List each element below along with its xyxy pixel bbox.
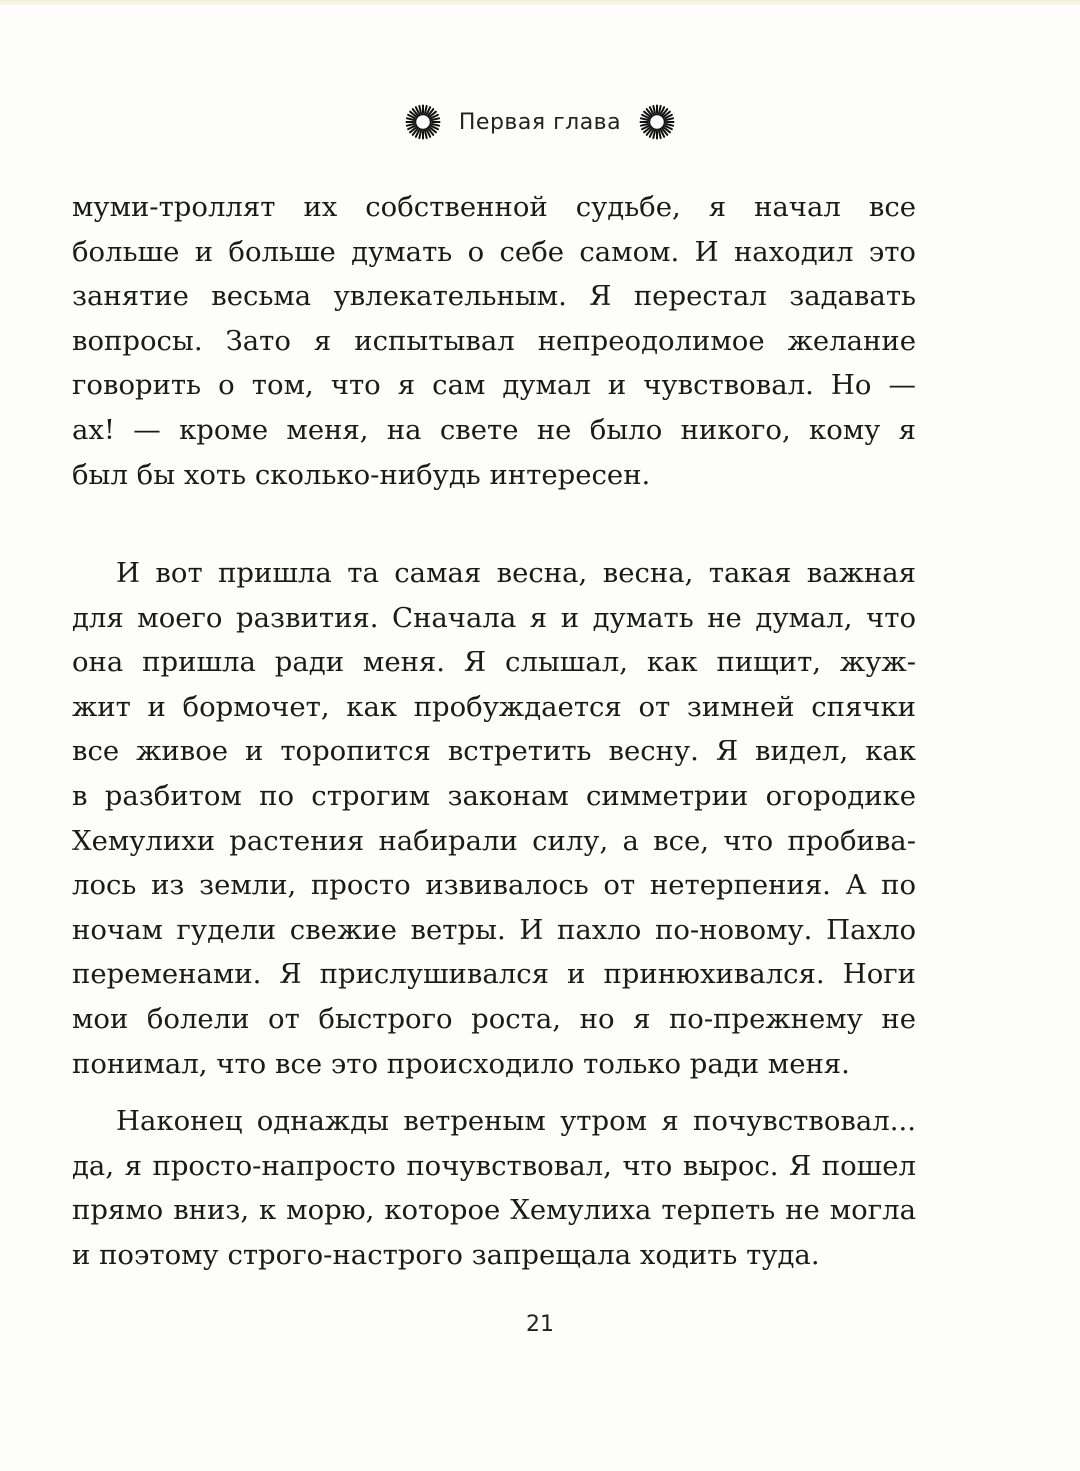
text-line: муми-троллят их собственной судьбе, я начал все [72,191,916,223]
paragraph-3 [72,1099,916,1277]
sun-ornament-icon [639,104,675,140]
running-head [0,104,1080,140]
text-line: ночам гудели свежие ветры. И пахло по-новому. Пахло [72,913,916,946]
text-line: все живое и торопится встретить весну. Я видел, как [72,735,916,768]
text-line: И вот пришла та самая весна, весна, такая важная [116,557,916,589]
paragraph-2 [72,551,916,1086]
text-line: и поэтому строго-настрого запрещала ходить туда. [72,1238,820,1271]
text-line: вопросы. Зато я испытывал непреодолимое желание [72,324,916,357]
text-line: Хемулихи растения набирали силу, а все, что пробива- [72,824,916,857]
page-edge-tint [0,0,1080,6]
text-line: да, я просто-напросто почувствовал, что вырос. Я пошел [72,1149,916,1182]
chapter-title: Первая глава [458,109,622,135]
text-line: лось из земли, просто извивалось от нетерпения. А по [72,869,916,902]
text-line: был бы хоть сколько-нибудь интересен. [72,458,651,491]
text-line: мои болели от быстрого роста, но я по-прежнему не [72,1002,916,1035]
text-line: говорить о том, что я сам думал и чувствовал. Но — [72,369,916,402]
sun-ornament-icon [405,104,441,140]
text-line: она пришла ради меня. Я слышал, как пищит, жуж- [72,646,916,679]
page-number: 21 [526,1312,554,1337]
paragraph-1 [72,185,916,497]
text-line: ах! — кроме меня, на свете не было никого, кому я [72,413,916,446]
text-line: для моего развития. Сначала я и думать не думал, что [72,601,916,634]
text-line: жит и бормочет, как пробуждается от зимней спячки [72,690,916,723]
text-line: переменами. Я прислушивался и принюхивался. Ноги [72,958,916,991]
text-line: больше и больше думать о себе самом. И находил это [72,235,916,268]
text-line: занятие весьма увлекательным. Я перестал задавать [72,280,916,313]
text-line: прямо вниз, к морю, которое Хемулиха терпеть не могла [72,1194,916,1227]
text-line: понимал, что все это происходило только ради меня. [72,1047,850,1080]
text-line: в разбитом по строгим законам симметрии огородике [72,779,916,812]
text-line: Наконец однажды ветреным утром я почувствовал... [116,1105,916,1137]
